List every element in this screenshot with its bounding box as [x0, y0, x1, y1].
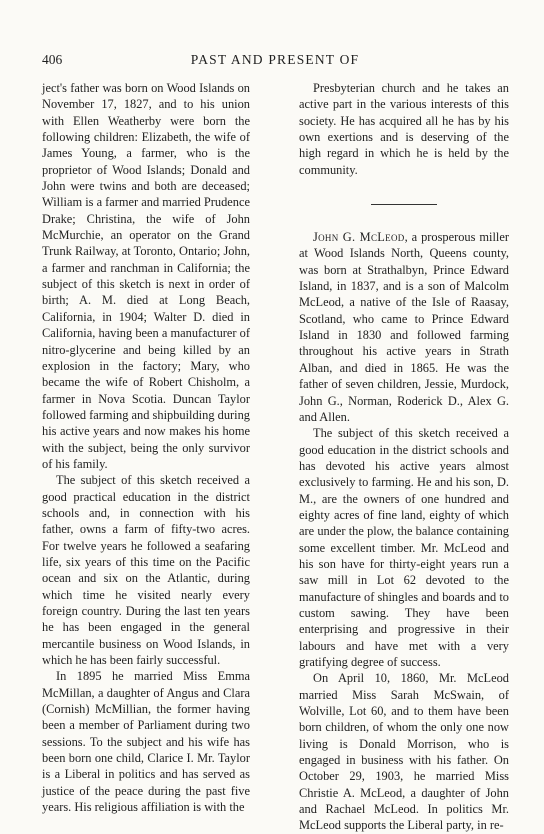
biography-entry — [299, 229, 509, 425]
paragraph: On April 10, 1860, Mr. McLeod married Miss Sarah McSwain, of Wolville, Lot 60, and to them have been born children, of whom the only one now living is Donald Morrison, who is engaged in business with his father. On October 29, 1903, he married Miss Christie A. McLeod, a daughter of John and Rachael McLeod. In politics Mr. McLeod supports the Liberal party, in re- — [299, 671, 509, 833]
paragraph: The subject of this sketch received a good education in the district schools and has devoted his active years almost exclusively to farming. He and his son, D. M., are the owners of one hundred and eighty acres of fine land, eighty of which are under the plow, the balance containing some excellent timber. Mr. McLeod and his son have for thirty-eight years run a saw mill in Lot 62 devoted to the manufacture of shingles and boards and to custom sawing. They have been enterprising and progressive in their labours and have met with a very gratifying degree of success. — [299, 426, 509, 669]
page-header — [42, 52, 508, 72]
paragraph: Presbyterian church and he takes an active part in the various interests of this society. He has acquired all he has by his own exertions and is deserving of the high regard in which he is held by the community. — [299, 81, 509, 177]
entry-text: , a prosperous miller at Wood Islands North, Queens county, was born at Strathalbyn, Prince Edward Island, in 1837, and is a son of Malcolm McLeod, a native of the Isle of Raasay, Scotland, who came to Prince Edward Island in 1830 and followed farming throughout his active years in Strath Alban, and died in 1865. He was the father of seven children, Jessie, Murdock, John G., Norman, Roderick D., Alex G. and Allen. — [299, 230, 509, 424]
left-column — [42, 80, 250, 815]
right-column — [299, 80, 509, 834]
page-number: 406 — [42, 52, 63, 67]
section-divider — [371, 204, 437, 205]
entry-name: John G. McLeod — [313, 230, 405, 245]
paragraph: ject's father was born on Wood Islands on November 17, 1827, and to his union with Ellen Weatherby were born the following children: Elizabeth, the wife of James Young, a farmer, who is the proprietor of Wood Islands; Donald and John were twins and both are deceased; William is a farmer and married Prudence Drake; Christina, the wife of John McMurchie, an operator on the Grand Trunk Railway, at Toronto, Ontario; John, a farmer and ranchman in California; the subject of this sketch is next in order of birth; A. M. died at Long Beach, California, in 1904; Walter D. died in California, having been a manufacturer of nitro-glycerine and being killed by an explosion in the factory; Mary, who became the wife of Robert Chisholm, a farmer in Nova Scotia. Duncan Taylor followed farming and shipbuilding during his active years and now makes his home with the subject, being the only survivor of his family. — [42, 81, 250, 471]
running-title: PAST AND PRESENT OF — [190, 52, 360, 67]
paragraph: The subject of this sketch received a good practical education in the district schools and, in connection with his father, owns a farm of fifty-two acres. For twelve years he followed a seafaring life, six years of this time on the Pacific ocean and six on the Atlantic, during which time he visited nearly every foreign country. During the last ten years he has been engaged in the general mercantile business on Wood Islands, in which he has been fairly successful. — [42, 473, 250, 668]
paragraph: In 1895 he married Miss Emma McMillan, a daughter of Angus and Clara (Cornish) McMillian, the former having been a member of Parliament during two sessions. To the subject and his wife has been born one child, Clarice I. Mr. Taylor is a Liberal in politics and has served as justice of the peace during the past five years. His religious affiliation is with the — [42, 669, 250, 815]
